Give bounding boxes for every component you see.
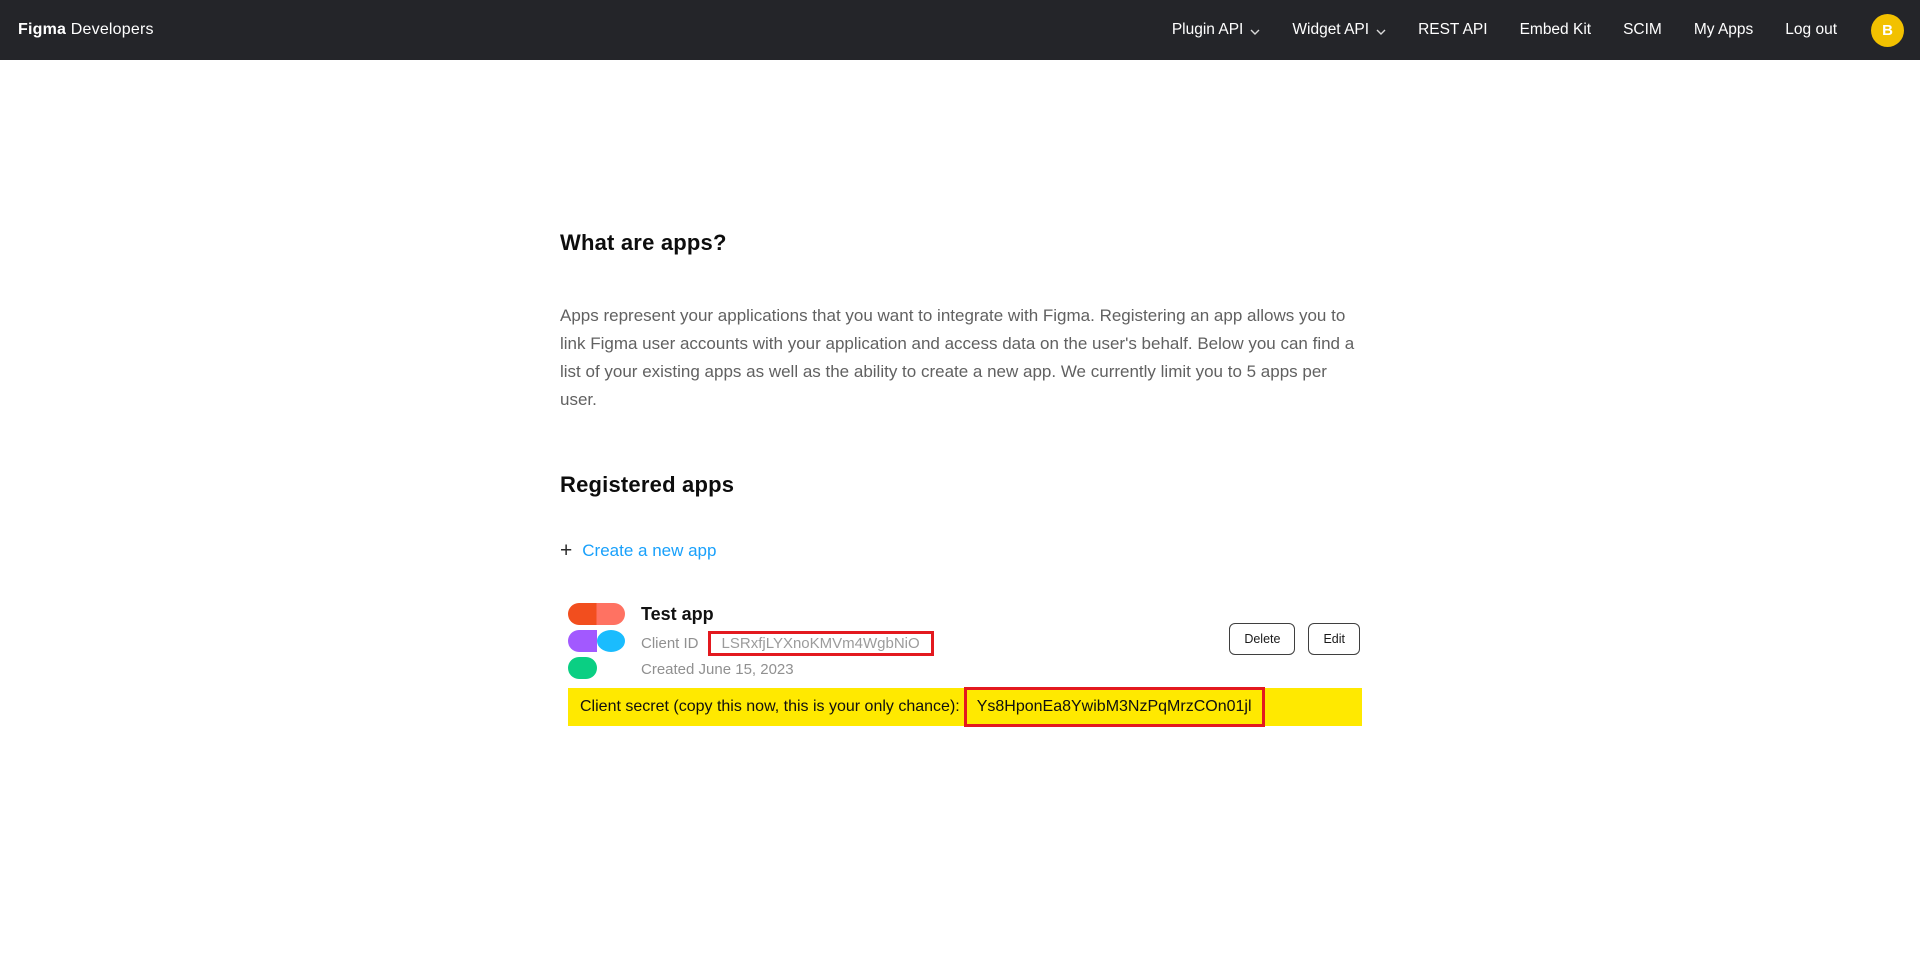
nav-links	[1172, 14, 1904, 47]
annotation-box-client-id	[708, 631, 934, 656]
plus-icon: +	[560, 539, 573, 562]
figma-logo-green	[568, 657, 597, 679]
client-secret-banner	[568, 688, 1362, 726]
nav-item-label: Log out	[1785, 21, 1837, 38]
client-secret-value: Ys8HponEa8YwibM3NzPqMrzCOn01jl	[976, 698, 1252, 715]
delete-button[interactable]: Delete	[1229, 623, 1295, 655]
figma-logo-blue	[597, 630, 625, 652]
nav-item-label: Embed Kit	[1519, 21, 1592, 38]
nav-item-rest-api[interactable]	[1418, 21, 1488, 39]
nav-item-my-apps[interactable]	[1694, 21, 1753, 39]
chevron-down-icon	[1376, 22, 1386, 40]
nav-item-label: SCIM	[1623, 21, 1662, 38]
nav-item-label: REST API	[1418, 21, 1488, 38]
app-created-date: Created June 15, 2023	[641, 661, 794, 678]
top-nav	[0, 0, 1920, 60]
nav-item-scim[interactable]	[1623, 21, 1662, 39]
about-heading: What are apps?	[560, 230, 727, 255]
client-id-row	[641, 628, 934, 658]
create-new-app-label: Create a new app	[582, 540, 717, 560]
brand-regular: Developers	[70, 21, 154, 38]
figma-logo-purple	[568, 630, 597, 652]
edit-button[interactable]: Edit	[1308, 623, 1360, 655]
figma-logo-icon	[568, 603, 625, 679]
user-avatar[interactable]: B	[1871, 14, 1904, 47]
about-paragraph: Apps represent your applications that you want to integrate with Figma. Registering an app allows you to link Figma user accounts with your application and access data on the user's behalf. Below you can find a list of your existing apps as well as the ability to create a new app. We currently limit you to 5 apps per user.	[560, 306, 1355, 409]
nav-item-label: My Apps	[1693, 21, 1754, 38]
create-new-app-link[interactable]	[560, 540, 716, 561]
chevron-down-icon	[1250, 22, 1260, 40]
main-content	[560, 230, 1360, 726]
client-secret-label: Client secret (copy this now, this is your only chance):	[580, 698, 960, 715]
app-info	[641, 603, 934, 678]
app-actions	[1229, 623, 1360, 655]
nav-item-widget-api[interactable]	[1292, 20, 1386, 40]
registered-apps-heading: Registered apps	[560, 472, 735, 497]
nav-item-embed-kit[interactable]	[1520, 21, 1592, 39]
nav-item-label: Widget API	[1292, 21, 1370, 38]
client-id-value: LSRxfjLYXnoKMVm4WgbNiO	[721, 634, 920, 652]
annotation-box-client-secret	[964, 687, 1265, 727]
nav-item-log-out[interactable]	[1785, 21, 1837, 39]
app-name: Test app	[641, 604, 714, 624]
figma-developers-logo[interactable]	[18, 21, 154, 39]
client-id-label: Client ID	[641, 634, 699, 652]
figma-logo-top-row	[568, 603, 625, 625]
app-row	[568, 603, 1360, 679]
brand-bold: Figma	[18, 21, 67, 38]
nav-item-plugin-api[interactable]	[1172, 20, 1261, 40]
nav-item-label: Plugin API	[1171, 21, 1244, 38]
